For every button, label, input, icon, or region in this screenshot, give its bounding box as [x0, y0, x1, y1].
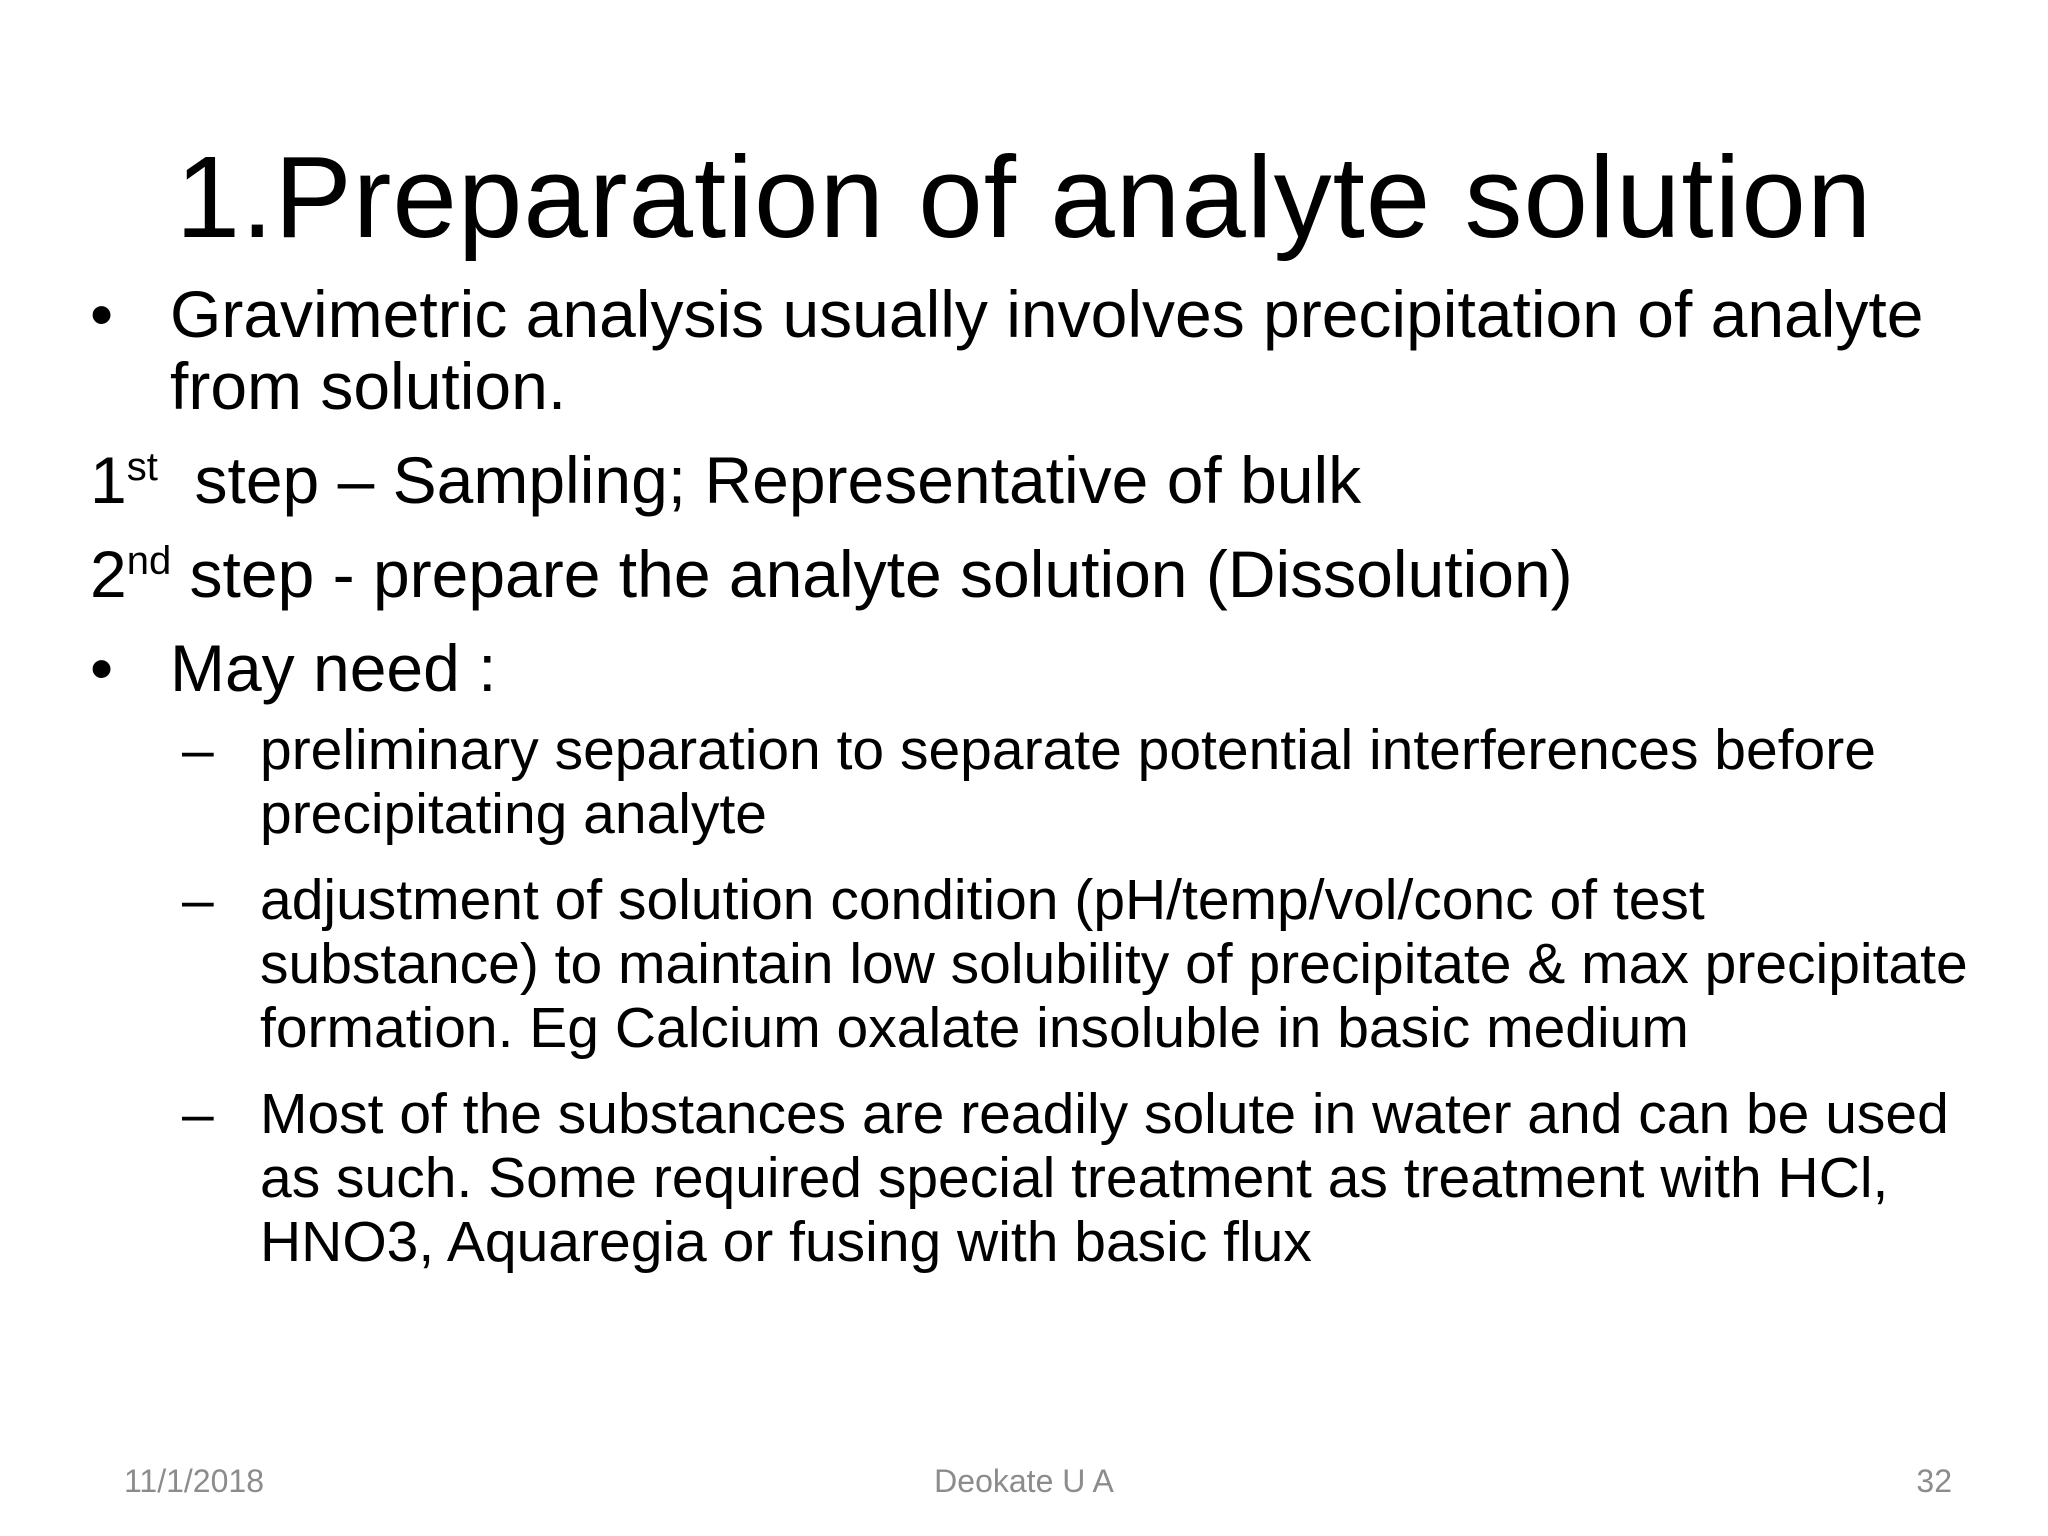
dash-marker: – — [182, 1082, 214, 1146]
bullet-marker: • — [90, 631, 114, 705]
slide-title: 1.Preparation of analyte solution — [175, 132, 1873, 262]
slide-number: 32 — [1916, 1463, 1952, 1499]
step-1-number: 1 — [90, 443, 127, 517]
step-1-ordinal-suffix: st — [126, 445, 158, 489]
bullet-text: Gravimetric analysis usually involves precipitation of analyte from solution. — [170, 277, 1924, 423]
step-1-line — [90, 444, 1990, 516]
bullet-item-gravimetric — [90, 278, 1990, 422]
bullet-item-may-need — [90, 632, 1990, 704]
step-2-ordinal-suffix: nd — [126, 539, 172, 583]
step-1-text: step – Sampling; Representative of bulk — [157, 443, 1362, 517]
sub-item-text: Most of the substances are readily solute in water and can be used as such. Some required special treatment as treatment with HCl, HNO3, Aquaregia or fusing with basic flux — [260, 1082, 1949, 1274]
footer-date: 11/1/2018 — [124, 1463, 264, 1499]
sub-item-preliminary-separation — [90, 718, 1990, 846]
slide-body — [90, 278, 1990, 1296]
bullet-marker: • — [90, 277, 114, 351]
sub-item-adjustment — [90, 868, 1990, 1060]
sub-item-dissolution-treatment — [90, 1082, 1990, 1274]
dash-marker: – — [182, 718, 214, 782]
bullet-text: May need : — [170, 631, 497, 705]
step-2-line — [90, 538, 1990, 610]
sub-item-text: preliminary separation to separate potential interferences before precipitating analyte — [260, 718, 1876, 846]
sub-item-text: adjustment of solution condition (pH/temp/vol/conc of test substance) to maintain low solubility of precipitate & max precipitate formation. Eg Calcium oxalate insoluble in basic medium — [260, 868, 1968, 1060]
step-2-text: step - prepare the analyte solution (Dissolution) — [171, 537, 1573, 611]
footer-author: Deokate U A — [934, 1463, 1114, 1499]
dash-marker: – — [182, 868, 214, 932]
step-2-number: 2 — [90, 537, 127, 611]
